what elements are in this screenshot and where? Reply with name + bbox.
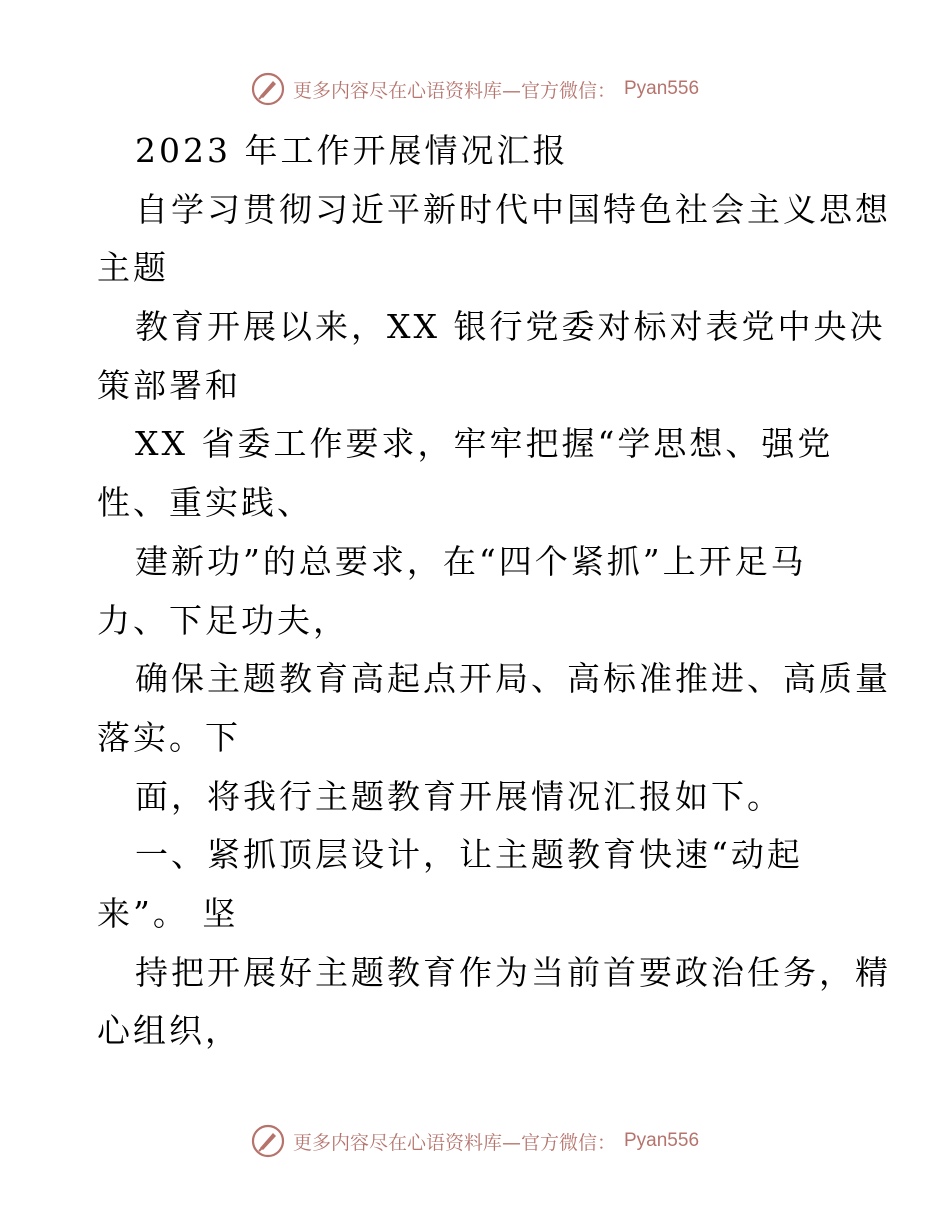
section-heading-line: 来”。 坚 xyxy=(97,893,239,933)
paragraph-line: 面，将我行主题教育开展情况汇报如下。 xyxy=(135,776,783,816)
header-watermark xyxy=(0,72,950,106)
paragraph-line: 确保主题教育高起点开局、高标准推进、高质量 xyxy=(135,659,891,699)
watermark-handle: Pyan556 xyxy=(624,78,700,99)
watermark-handle: Pyan556 xyxy=(624,1130,700,1151)
paragraph-line: 性、重实践、 xyxy=(97,483,313,523)
paragraph-line: 建新功”的总要求，在“四个紧抓”上开足马 xyxy=(135,541,807,581)
paragraph-line: 心组织， xyxy=(97,1011,241,1051)
section-heading-line: 一、紧抓顶层设计，让主题教育快速“动起 xyxy=(135,835,803,875)
paragraph-line: 主题 xyxy=(97,248,169,288)
paragraph-line: 落实。下 xyxy=(97,717,241,757)
doc-title: 2023 年工作开展情况汇报 xyxy=(135,131,569,170)
watermark-text: 更多内容尽在心语资料库—官方微信： xyxy=(292,79,616,102)
paragraph-line: XX 省委工作要求，牢牢把握“学思想、强党 xyxy=(135,424,834,464)
paragraph-line: 策部署和 xyxy=(97,365,241,405)
footer-watermark xyxy=(0,1124,950,1158)
paragraph-line: 教育开展以来，XX 银行党委对标对表党中央决 xyxy=(135,307,886,347)
logo-icon xyxy=(251,1124,285,1158)
watermark-text: 更多内容尽在心语资料库—官方微信： xyxy=(292,1131,616,1154)
paragraph-line: 力、下足功夫， xyxy=(97,600,349,640)
paragraph-line: 自学习贯彻习近平新时代中国特色社会主义思想 xyxy=(135,189,891,229)
paragraph-line: 持把开展好主题教育作为当前首要政治任务，精 xyxy=(135,952,891,992)
logo-icon xyxy=(251,72,285,106)
document-body xyxy=(97,122,891,1061)
